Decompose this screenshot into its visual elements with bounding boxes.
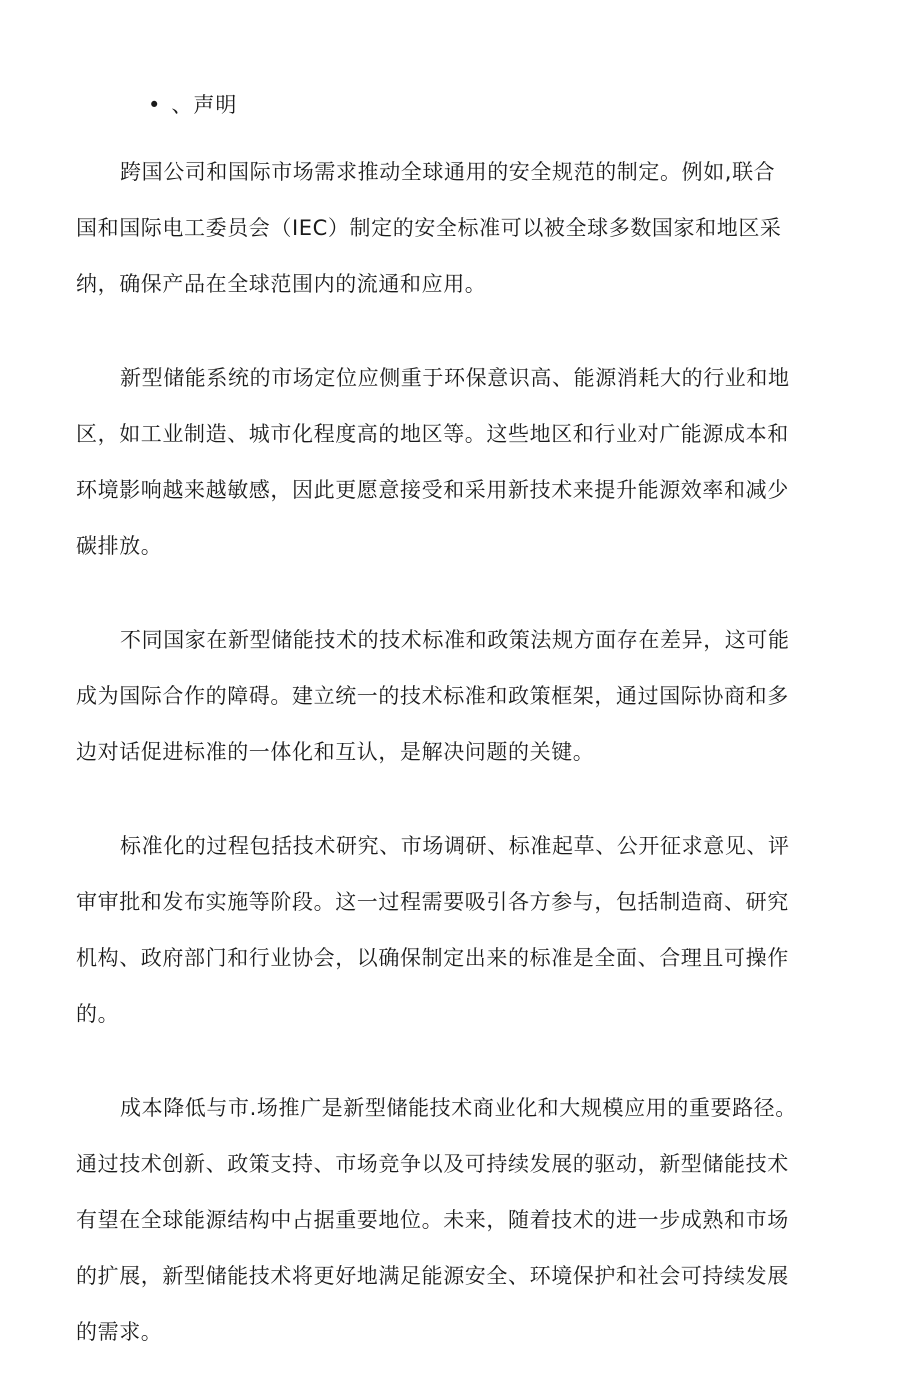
section-heading — [148, 88, 237, 122]
paragraph-line: 的需求。 — [76, 1320, 163, 1344]
heading-text: 、声明 — [171, 93, 238, 117]
paragraph-line: 的。 — [76, 1002, 120, 1026]
paragraph-line: 审审批和发布实施等阶段。这一过程需要吸引各方参与，包括制造商、研究 — [76, 890, 789, 914]
paragraph-line: 有望在全球能源结构中占据重要地位。未来，随着技术的进一步成熟和市场 — [76, 1208, 789, 1232]
paragraph-4 — [76, 818, 842, 1042]
paragraph-line: 通过技术创新、政策支持、市场竞争以及可持续发展的驱动，新型储能技术 — [76, 1152, 789, 1176]
paragraph-line: 标准化的过程包括技术研究、市场调研、标准起草、公开征求意见、评 — [120, 834, 790, 858]
paragraph-line: 国和国际电工委员会（IEC）制定的安全标准可以被全球多数国家和地区采 — [76, 216, 782, 240]
paragraph-line: 不同国家在新型储能技术的技术标准和政策法规方面存在差异，这可能 — [120, 628, 790, 652]
paragraph-line: 纳，确保产品在全球范围内的流通和应用。 — [76, 272, 487, 296]
paragraph-line: 成为国际合作的障碍。建立统一的技术标准和政策框架，通过国际协商和多 — [76, 684, 789, 708]
paragraph-line: 机构、政府部门和行业协会，以确保制定出来的标准是全面、合理且可操作 — [76, 946, 789, 970]
heading-bullet: • — [148, 93, 162, 117]
paragraph-2 — [76, 350, 842, 574]
document-body — [76, 144, 842, 1398]
paragraph-line: 新型储能系统的市场定位应侧重于环保意识高、能源消耗大的行业和地 — [120, 366, 790, 390]
paragraph-line: 的扩展，新型储能技术将更好地满足能源安全、环境保护和社会可持续发展 — [76, 1264, 789, 1288]
paragraph-line: 成本降低与市.场推广是新型储能技术商业化和大规模应用的重要路径。 — [120, 1096, 797, 1120]
paragraph-line: 碳排放。 — [76, 534, 163, 558]
paragraph-line: 边对话促进标准的一体化和互认，是解决问题的关键。 — [76, 740, 595, 764]
paragraph-line: 环境影响越来越敏感，因此更愿意接受和采用新技术来提升能源效率和减少 — [76, 478, 789, 502]
paragraph-1 — [76, 144, 842, 312]
paragraph-3 — [76, 612, 842, 780]
paragraph-5 — [76, 1080, 842, 1360]
paragraph-line: 区，如工业制造、城市化程度高的地区等。这些地区和行业对广能源成本和 — [76, 422, 789, 446]
paragraph-line: 跨国公司和国际市场需求推动全球通用的安全规范的制定。例如,联合 — [120, 160, 776, 184]
